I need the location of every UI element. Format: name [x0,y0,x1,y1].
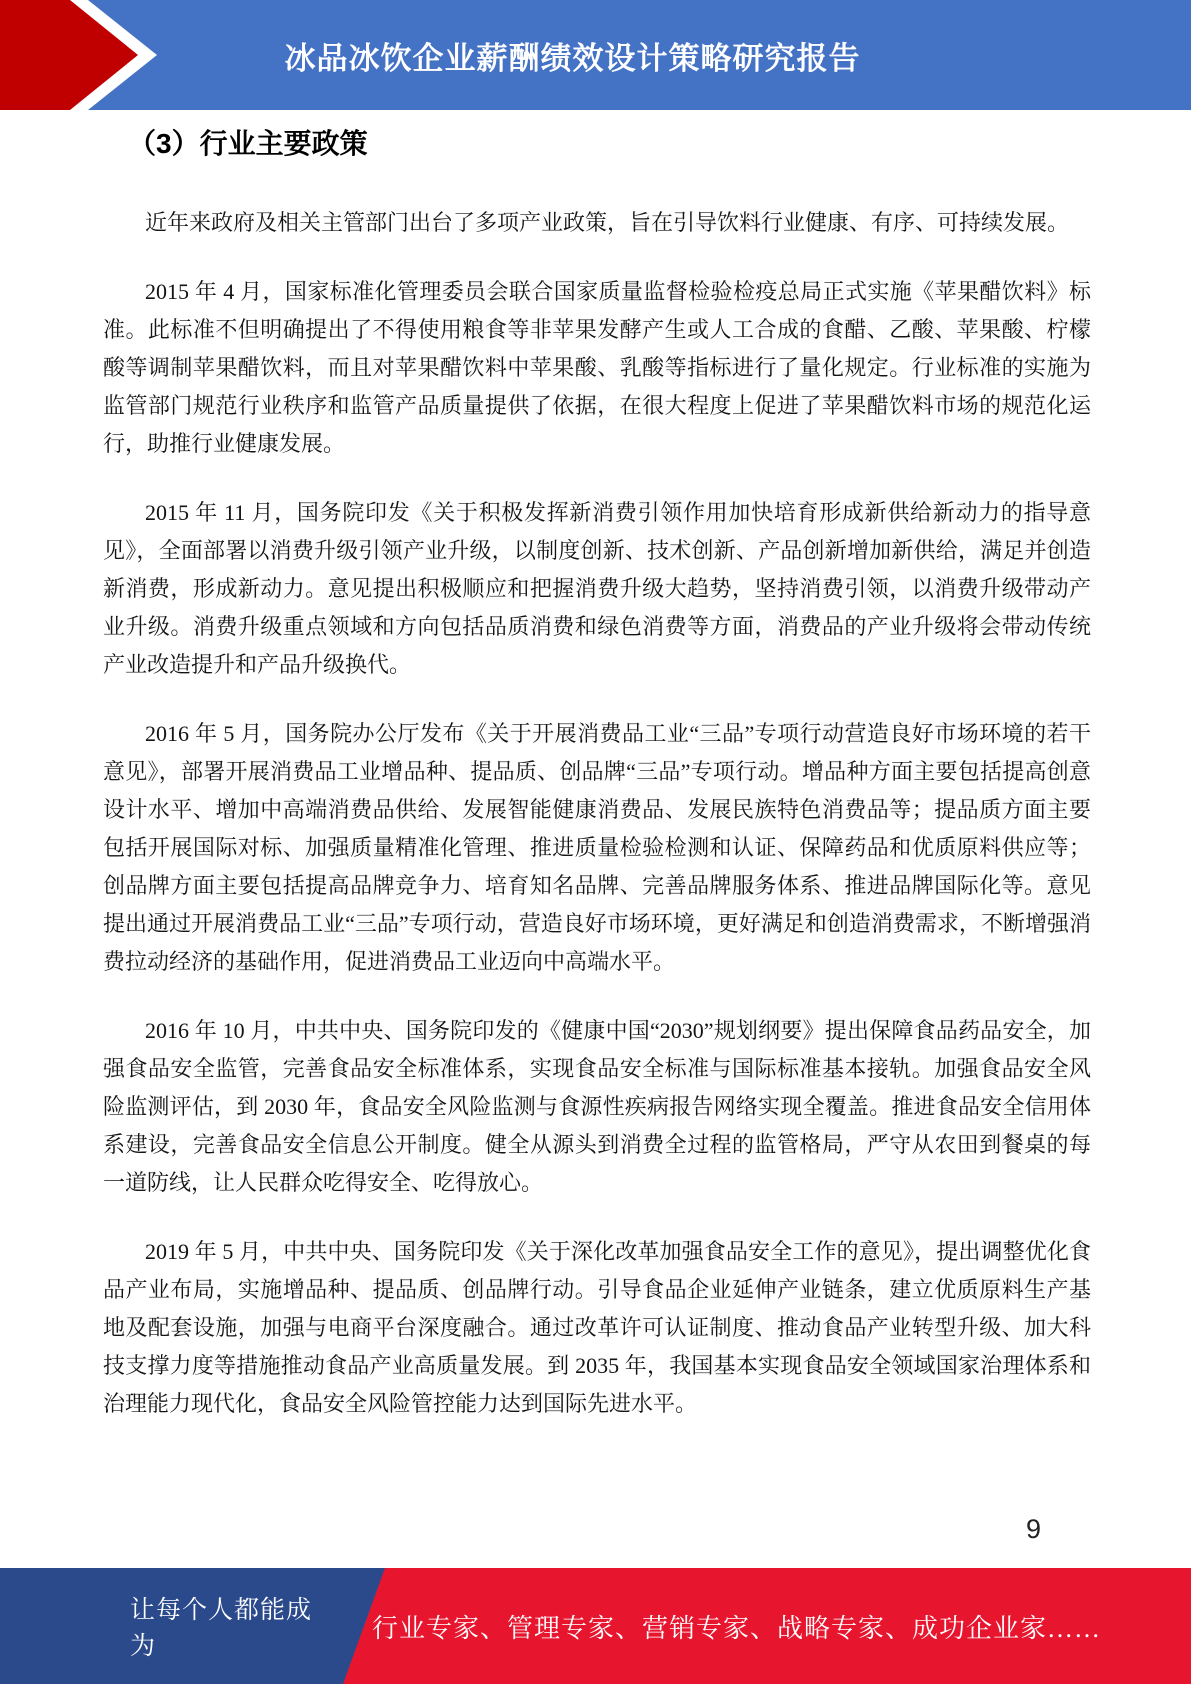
paragraphs [103,204,1091,1423]
header-banner [0,0,1191,110]
section-heading: （3）行业主要政策 [128,128,368,159]
report-title: 冰品冰饮企业薪酬绩效设计策略研究报告 [284,40,861,76]
paragraph: 2019 年 5 月，中共中央、国务院印发《关于深化改革加强食品安全工作的意见》，提出调整优化食品产业布局，实施增品种、提品质、创品牌行动。引导食品企业延伸产业链条，建立优质原料生产基地及配套设施，加强与电商平台深度融合。通过改革许可认证制度、推动食品产业转型升级、加大科技支撑力度等措施推动食品产业高质量发展。到 2035 年，我国基本实现食品安全领域国家治理体系和治理能力现代化，食品安全风险管控能力达到国际先进水平。 [103,1239,1091,1416]
footer-slogan-left: 让每个人都能成为 [130,1597,313,1660]
footer-slogan-right: 行业专家、管理专家、营销专家、战略专家、成功企业家…… [372,1613,1102,1643]
paragraph: 近年来政府及相关主管部门出台了多项产业政策，旨在引导饮料行业健康、有序、可持续发展。 [145,210,1070,235]
page-number: 9 [1026,1514,1042,1544]
paragraph: 2016 年 5 月，国务院办公厅发布《关于开展消费品工业“三品”专项行动营造良好市场环境的若干意见》，部署开展消费品工业增品种、提品质、创品牌“三品”专项行动。增品种方面主要包括提高创意设计水平、增加中高端消费品供给、发展智能健康消费品、发展民族特色消费品等；提品质方面主要包括开展国际对标、加强质量精准化管理、推进质量检验检测和认证、保障药品和优质原料供应等；创品牌方面主要包括提高品牌竞争力、培育知名品牌、完善品牌服务体系、推进品牌国际化等。意见提出通过开展消费品工业“三品”专项行动，营造良好市场环境，更好满足和创造消费需求，不断增强消费拉动经济的基础作用，促进消费品工业迈向中高端水平。 [103,721,1091,974]
paragraph: 2015 年 4 月，国家标准化管理委员会联合国家质量监督检验检疫总局正式实施《苹果醋饮料》标准。此标准不但明确提出了不得使用粮食等非苹果发酵产生或人工合成的食醋、乙酸、苹果酸、柠檬酸等调制苹果醋饮料，而且对苹果醋饮料中苹果酸、乳酸等指标进行了量化规定。行业标准的实施为监管部门规范行业秩序和监管产品质量提供了依据，在很大程度上促进了苹果醋饮料市场的规范化运行，助推行业健康发展。 [103,279,1091,456]
paragraph: 2016 年 10 月，中共中央、国务院印发的《健康中国“2030”规划纲要》提出保障食品药品安全，加强食品安全监管，完善食品安全标准体系，实现食品安全标准与国际标准基本接轨。加强食品安全风险监测评估，到 2030 年，食品安全风险监测与食源性疾病报告网络实现全覆盖。推进食品安全信用体系建设，完善食品安全信息公开制度。健全从源头到消费全过程的监管格局，严守从农田到餐桌的每一道防线，让人民群众吃得安全、吃得放心。 [103,1018,1091,1195]
footer-banner [0,1568,1191,1684]
main-content [103,124,1091,1454]
paragraph: 2015 年 11 月，国务院印发《关于积极发挥新消费引领作用加快培育形成新供给新动力的指导意见》，全面部署以消费升级引领产业升级，以制度创新、技术创新、产品创新增加新供给，满足并创造新消费，形成新动力。意见提出积极顺应和把握消费升级大趋势，坚持消费引领，以消费升级带动产业升级。消费升级重点领域和方向包括品质消费和绿色消费等方面，消费品的产业升级将会带动传统产业改造提升和产品升级换代。 [103,500,1091,677]
